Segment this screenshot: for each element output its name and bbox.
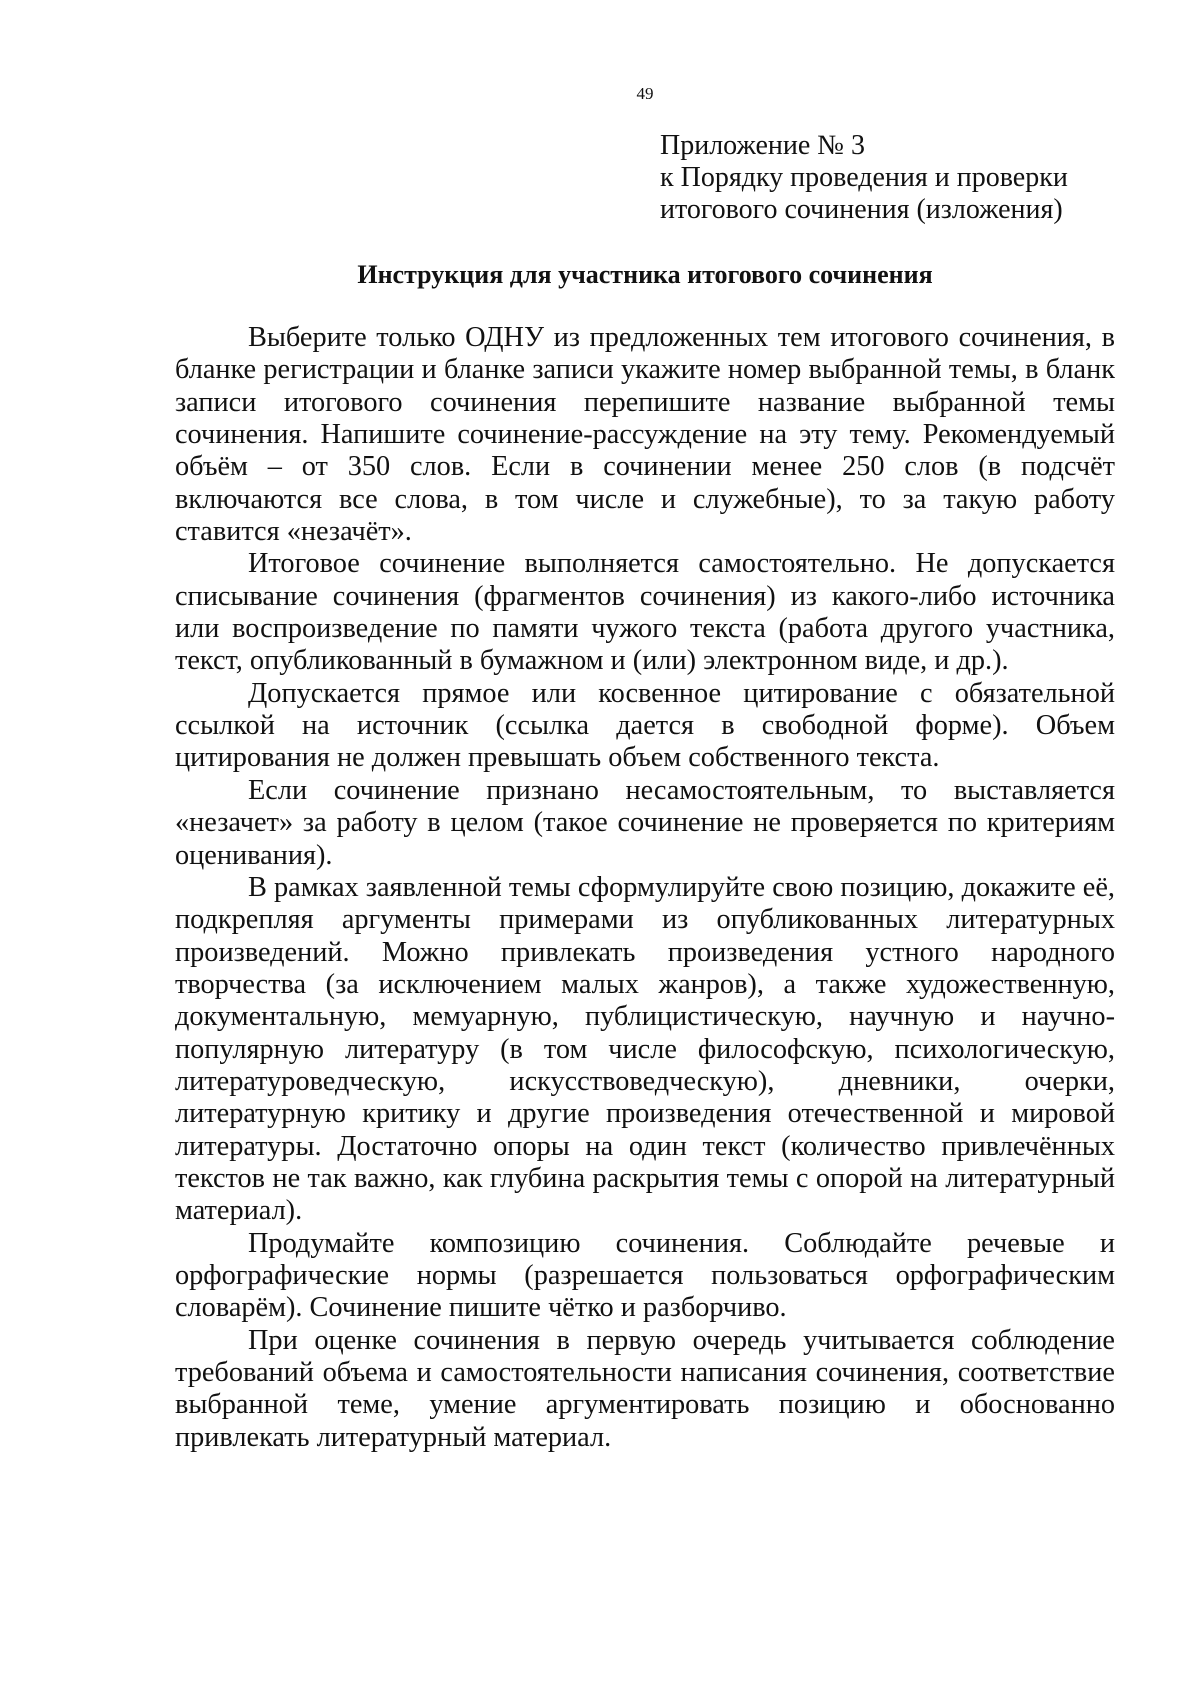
paragraph-3: Допускается прямое или косвенное цитирование с обязательной ссылкой на источник (ссылка дается в свободной форме). Объем цитирования не должен превышать объем собственного текста. — [175, 677, 1115, 774]
appendix-line-3: итогового сочинения (изложения) — [660, 194, 1063, 225]
page-number: 49 — [636, 84, 654, 103]
instruction-body — [175, 322, 1115, 1454]
paragraph-2: Итоговое сочинение выполняется самостоятельно. Не допускается списывание сочинения (фрагментов сочинения) из какого-либо источника или воспроизведение по памяти чужого текста (работа другого участника, текст, опубликованный в бумажном и (или) электронном виде, и др.). — [175, 548, 1115, 677]
appendix-line-2: к Порядку проведения и проверки — [660, 162, 1068, 193]
paragraph-7: При оценке сочинения в первую очередь учитывается соблюдение требований объема и самостоятельности написания сочинения, соответствие выбранной теме, умение аргументировать позицию и обоснованно привлекать литературный материал. — [175, 1324, 1115, 1453]
appendix-reference — [660, 130, 1120, 226]
appendix-line-1: Приложение № 3 — [660, 130, 865, 161]
document-title: Инструкция для участника итогового сочинения — [357, 260, 933, 289]
paragraph-4: Если сочинение признано несамостоятельным, то выставляется «незачет» за работу в целом (такое сочинение не проверяется по критериям оценивания). — [175, 774, 1115, 871]
paragraph-6: Продумайте композицию сочинения. Соблюдайте речевые и орфографические нормы (разрешается пользоваться орфографическим словарём). Сочинение пишите чётко и разборчиво. — [175, 1227, 1115, 1324]
paragraph-5: В рамках заявленной темы сформулируйте свою позицию, докажите её, подкрепляя аргументы примерами из опубликованных литературных произведений. Можно привлекать произведения устного народного творчества (за исключением малых жанров), а также художественную, документальную, мемуарную, публицистическую, научную и научно-популярную литературу (в том числе философскую, психологическую, литературоведческую, искусствоведческую), дневники, очерки, литературную критику и другие произведения отечественной и мировой литературы. Достаточно опоры на один текст (количество привлечённых текстов не так важно, как глубина раскрытия темы с опорой на литературный материал). — [175, 871, 1115, 1227]
paragraph-1: Выберите только ОДНУ из предложенных тем итогового сочинения, в бланке регистрации и бланке записи укажите номер выбранной темы, в бланк записи итогового сочинения перепишите название выбранной темы сочинения. Напишите сочинение-рассуждение на эту тему. Рекомендуемый объём – от 350 слов. Если в сочинении менее 250 слов (в подсчёт включаются все слова, в том числе и служебные), то за такую работу ставится «незачёт». — [175, 322, 1115, 548]
